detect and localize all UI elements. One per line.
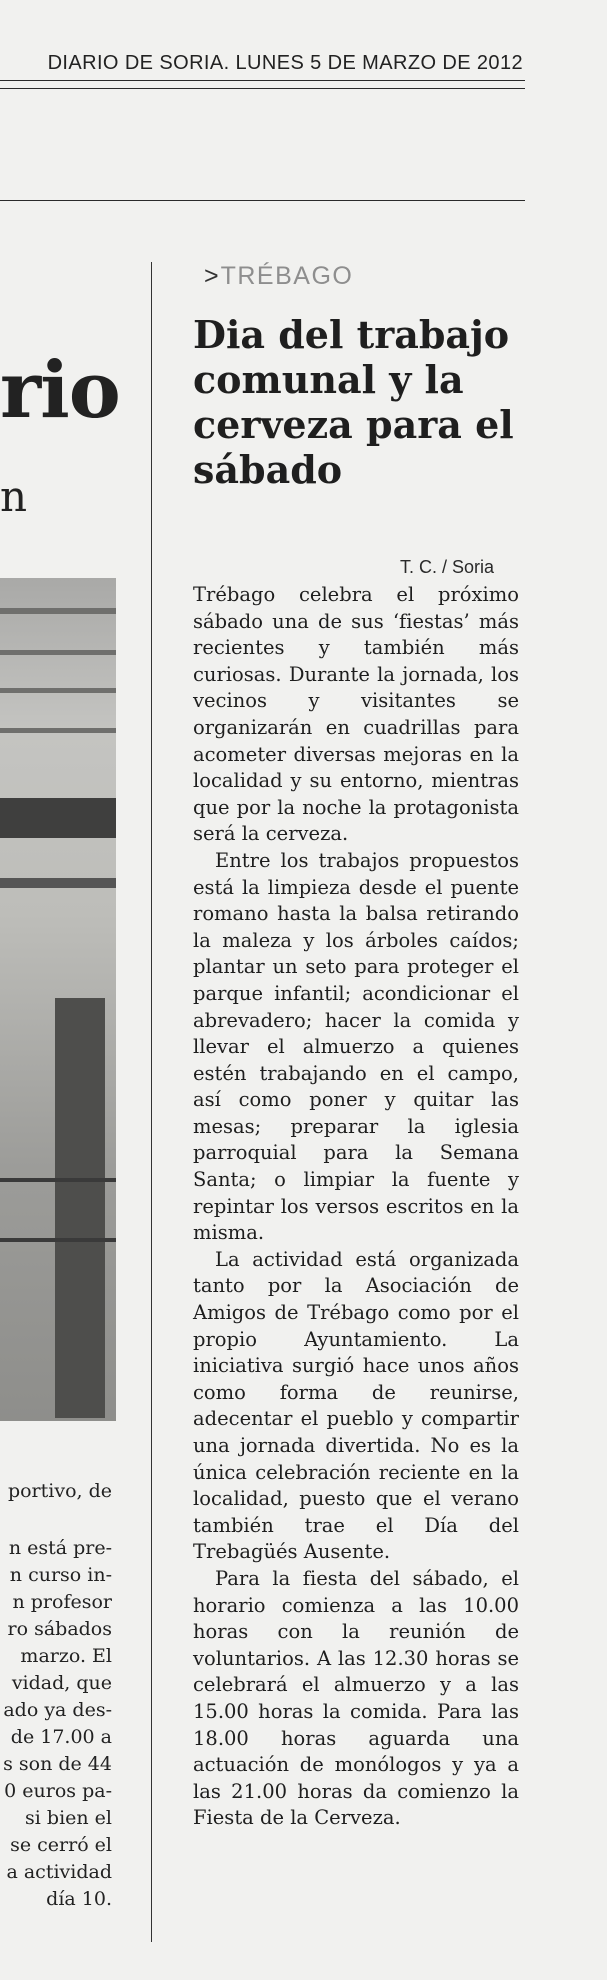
section-label xyxy=(204,262,353,291)
photo-handrail xyxy=(0,1238,116,1242)
article-paragraph: Entre los trabajos propuestos está la limpieza desde el puente romano hasta la balsa retirando la maleza y los árboles caídos; plantar un seto para proteger el parque infantil; acondicionar el abrevadero; hacer la comida y llevar el almuerzo a quienes estén trabajando en el campo, así como poner y quitar las mesas; preparar la iglesia parroquial para la Semana Santa; o limpiar la fuente y repintar los versos escritos en la misma. xyxy=(193,848,519,1245)
left-text-line: ro sábados xyxy=(7,1618,112,1640)
column-divider xyxy=(151,262,152,1942)
left-text-line: se cerró el xyxy=(10,1834,112,1856)
top-rule-thin xyxy=(0,88,525,89)
photo-doorway xyxy=(55,998,105,1418)
photo-beam xyxy=(0,608,116,614)
masthead xyxy=(0,0,607,90)
photo-beam xyxy=(0,688,116,693)
section-rule xyxy=(0,200,525,201)
left-text-line: 0 euros pa- xyxy=(4,1780,112,1802)
photo-roof-shadow xyxy=(0,798,116,838)
left-text-line: marzo. El xyxy=(20,1645,112,1667)
article-byline: T. C. / Soria xyxy=(400,557,495,577)
left-text-line: n profesor xyxy=(12,1591,112,1613)
left-text-line: s son de 44 xyxy=(3,1753,112,1775)
left-text-line: vidad, que xyxy=(11,1672,112,1694)
left-article-photo xyxy=(0,578,116,1421)
left-text-line: n está pre- xyxy=(8,1537,112,1559)
article-headline: Dia del trabajo comunal y la cerveza para el sábado xyxy=(193,312,514,492)
photo-handrail xyxy=(0,1178,116,1182)
left-text-line: n curso in- xyxy=(9,1564,112,1586)
top-rule xyxy=(0,80,525,81)
article-paragraph: Trébago celebra el próximo sábado una de sus ‘fiestas’ más recientes y también más curiosas. Durante la jornada, los vecinos y visitantes se organizarán en cuadrillas para acometer diversas mejoras en la localidad y su entorno, mientras que por la noche la protagonista será la cerveza. xyxy=(193,583,519,846)
left-text-line: portivo, de xyxy=(7,1480,112,1502)
article-body xyxy=(193,582,519,1832)
section-name: TRÉBAGO xyxy=(220,262,354,290)
left-headline-fragment: rio xyxy=(0,345,120,436)
left-text-line: día 10. xyxy=(46,1888,112,1910)
photo-rail xyxy=(0,878,116,888)
left-text-line: si bien el xyxy=(25,1807,112,1829)
photo-beam xyxy=(0,650,116,655)
section-arrow: > xyxy=(204,262,219,290)
left-text-line: de 17.00 a xyxy=(10,1726,112,1748)
left-text-line: ado ya des- xyxy=(3,1699,112,1721)
left-text-line: a actividad xyxy=(6,1861,112,1883)
photo-beam xyxy=(0,728,116,733)
masthead-text: DIARIO DE SORIA. LUNES 5 DE MARZO DE 2012 xyxy=(47,52,523,74)
left-subhead-fragment: n xyxy=(0,472,28,521)
article-paragraph: Para la fiesta del sábado, el horario comienza a las 10.00 horas con la reunión de voluntarios. A las 12.30 horas se celebrará el almuerzo y a las 15.00 horas la comida. Para las 18.00 horas aguarda una actuación de monólogos y ya a las 21.00 horas da comienzo la Fiesta de la Cerveza. xyxy=(193,1566,519,1830)
article-paragraph: La actividad está organizada tanto por la Asociación de Amigos de Trébago como por el propio Ayuntamiento. La iniciativa surgió hace unos años como forma de reunirse, adecentar el pueblo y compartir una jornada divertida. No es la única celebración reciente en la localidad, puesto que el verano también trae el Día del Trebagüés Ausente. xyxy=(193,1247,519,1564)
